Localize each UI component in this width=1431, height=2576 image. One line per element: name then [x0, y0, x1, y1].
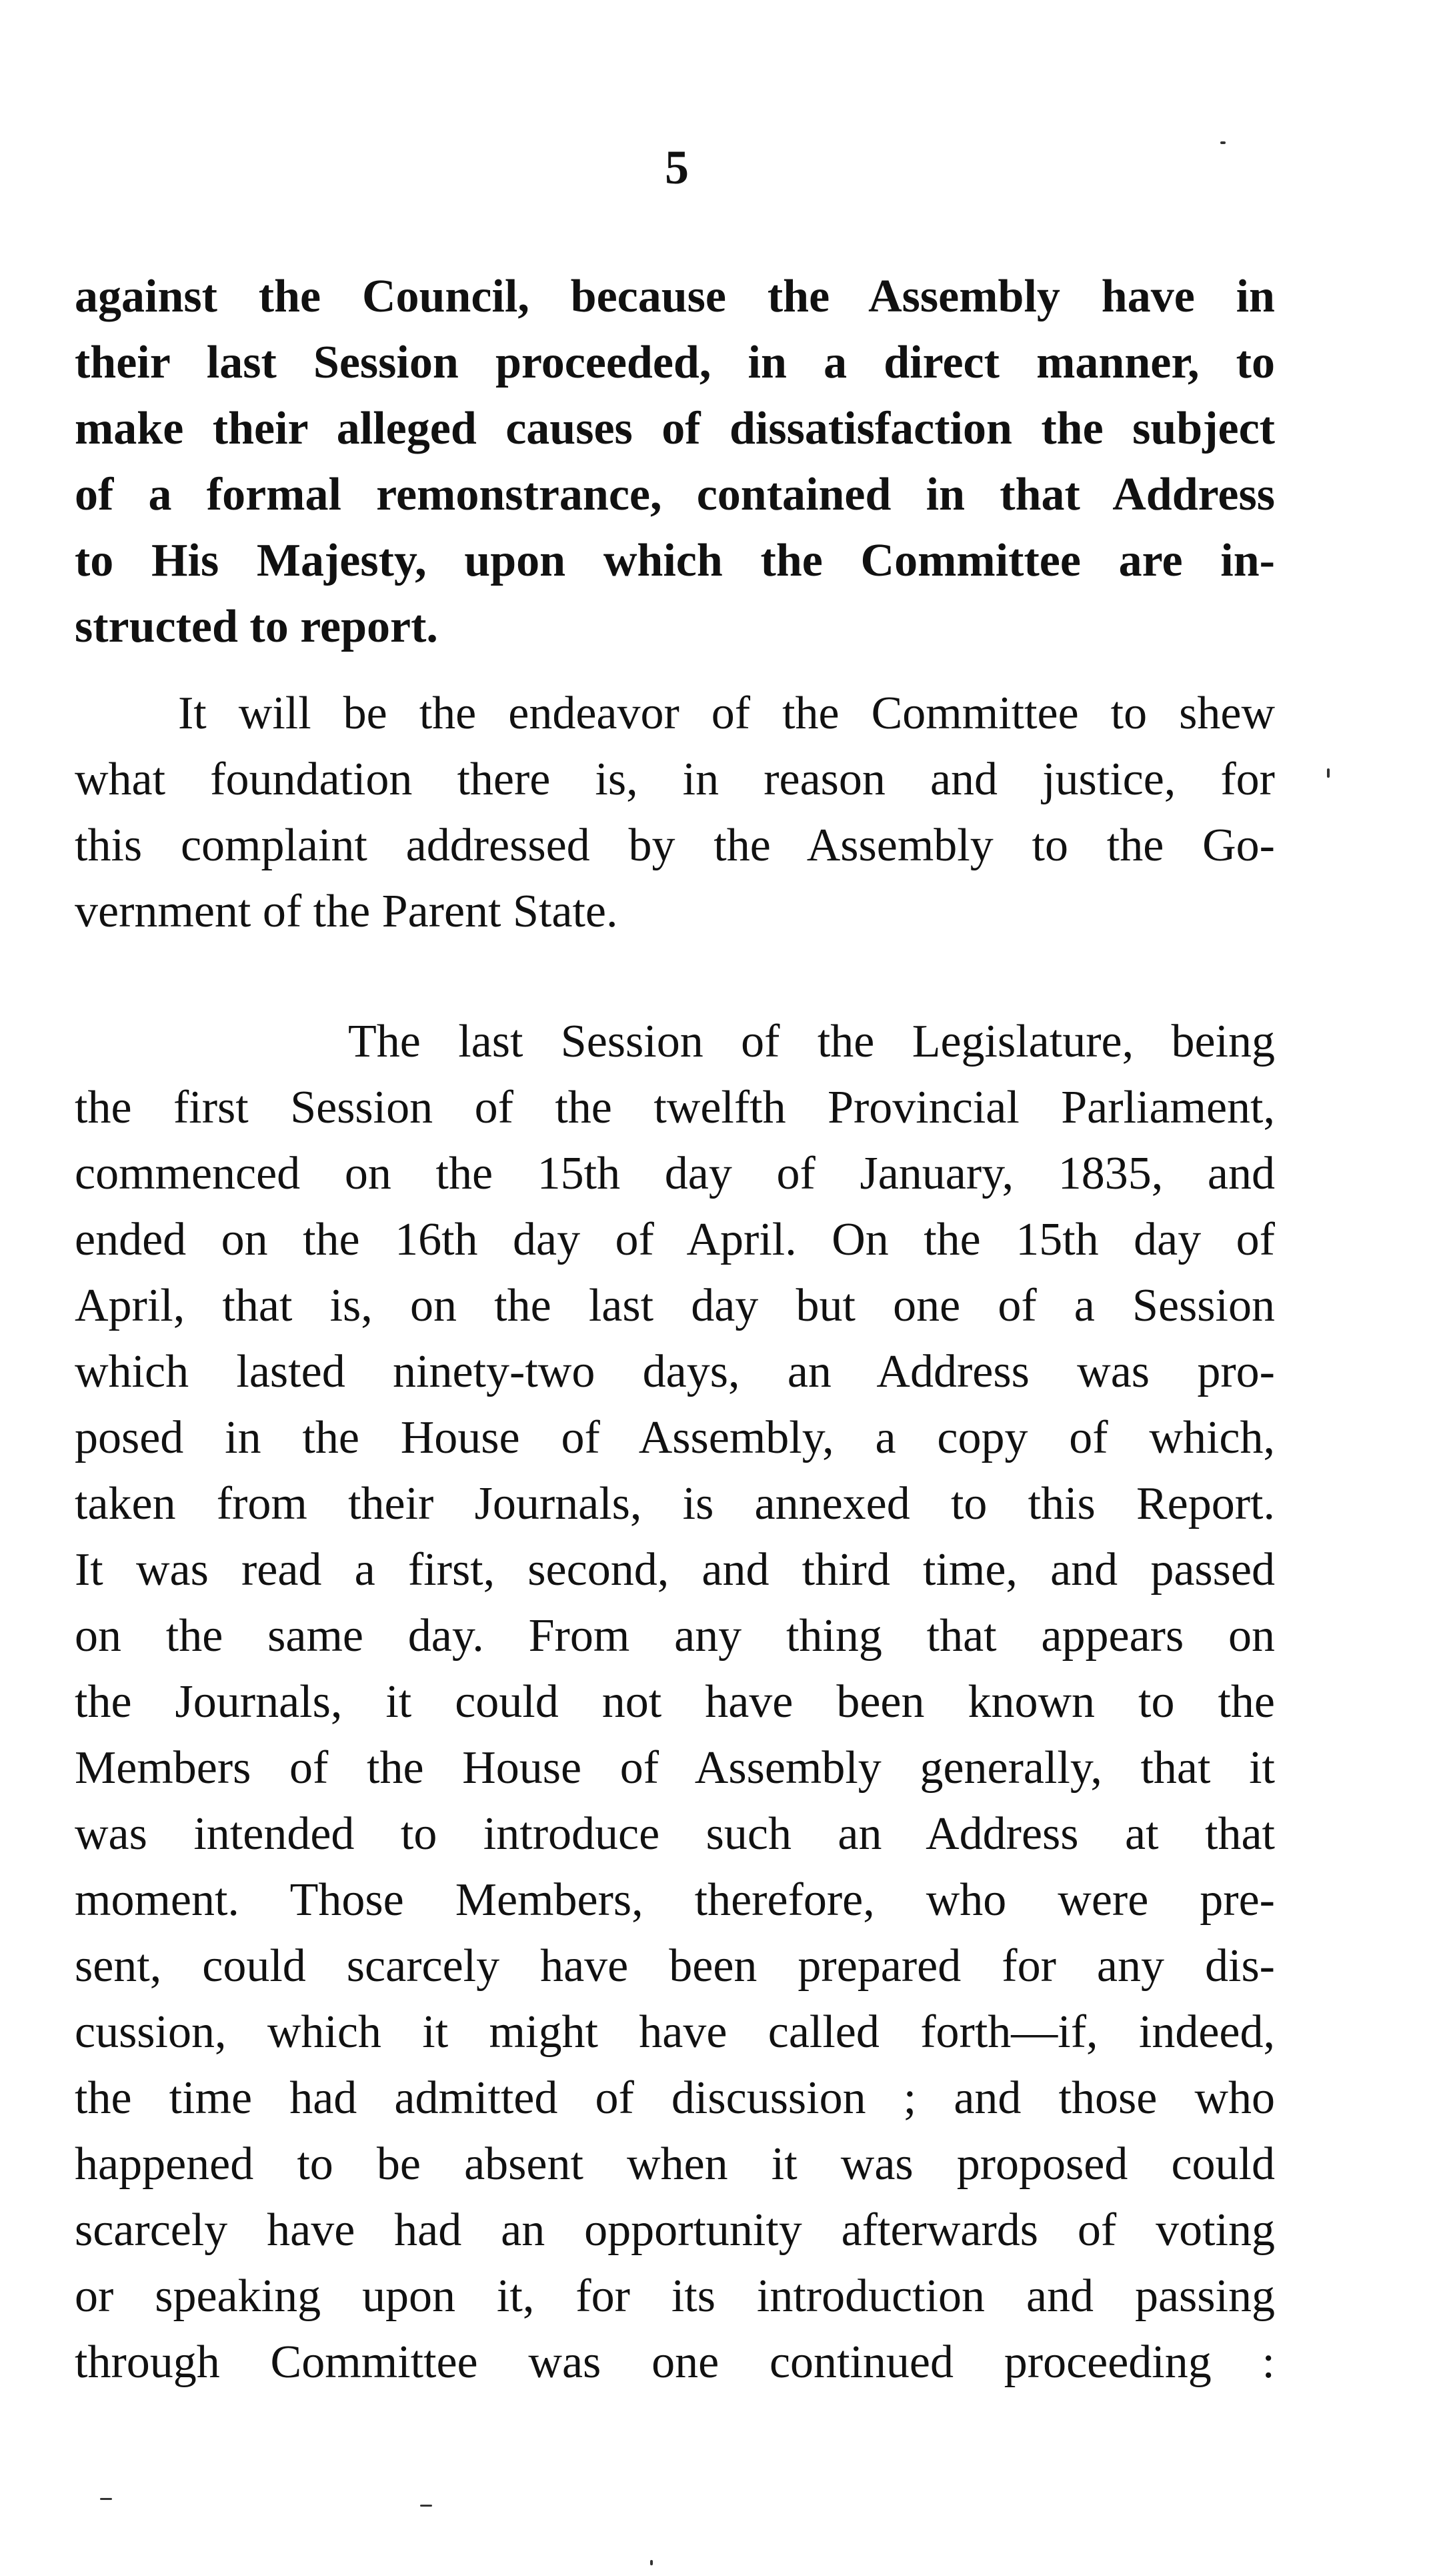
- text-line: to His Majesty, upon which the Committee are in-: [75, 535, 1275, 586]
- text-line: their last Session proceeded, in a direct manner, to: [75, 337, 1275, 388]
- paragraph-1: [75, 263, 1275, 660]
- text-line: It was read a first, second, and third time, and passed: [75, 1544, 1275, 1595]
- paragraph-3: [75, 1009, 1275, 2395]
- scan-speck: [650, 2560, 653, 2565]
- text-line: ended on the 16th day of April. On the 15th day of: [75, 1214, 1275, 1265]
- text-line: The last Session of the Legislature, being: [348, 1016, 1275, 1067]
- text-line: or speaking upon it, for its introduction and passing: [75, 2271, 1275, 2322]
- text-line: the time had admitted of discussion ; and those who: [75, 2072, 1275, 2124]
- text-line: scarcely have had an opportunity afterwards of voting: [75, 2204, 1275, 2256]
- text-line: Members of the House of Assembly generally, that it: [75, 1742, 1275, 1794]
- text-line: vernment of the Parent State.: [75, 886, 618, 937]
- text-line: happened to be absent when it was proposed could: [75, 2138, 1275, 2190]
- text-line: this complaint addressed by the Assembly to the Go-: [75, 820, 1275, 871]
- text-line: on the same day. From any thing that appears on: [75, 1610, 1275, 1662]
- text-line: make their alleged causes of dissatisfaction the subject: [75, 403, 1275, 454]
- text-line: the first Session of the twelfth Provincial Parliament,: [75, 1082, 1275, 1133]
- scan-speck: [420, 2505, 432, 2507]
- text-line: cussion, which it might have called forth—if, indeed,: [75, 2006, 1275, 2058]
- scan-speck: [1220, 141, 1226, 144]
- text-line: against the Council, because the Assembly have in: [75, 271, 1275, 322]
- text-line: what foundation there is, in reason and justice, for: [75, 754, 1275, 805]
- text-line: structed to report.: [75, 601, 438, 652]
- scan-speck: [1327, 768, 1330, 778]
- text-line: April, that is, on the last day but one of a Session: [75, 1280, 1275, 1331]
- text-line: through Committee was one continued proceeding :: [75, 2337, 1275, 2388]
- text-line: the Journals, it could not have been known to the: [75, 1676, 1275, 1728]
- text-line: posed in the House of Assembly, a copy of which,: [75, 1412, 1275, 1463]
- scan-speck: [100, 2498, 112, 2500]
- text-line: taken from their Journals, is annexed to this Report.: [75, 1478, 1275, 1529]
- text-line: of a formal remonstrance, contained in that Address: [75, 469, 1275, 520]
- page-number: 5: [665, 141, 689, 194]
- text-line: moment. Those Members, therefore, who were pre-: [75, 1874, 1275, 1926]
- text-line: sent, could scarcely have been prepared for any dis-: [75, 1940, 1275, 1992]
- text-line: which lasted ninety-two days, an Address was pro-: [75, 1346, 1275, 1397]
- paragraph-2: [75, 680, 1275, 944]
- text-line: commenced on the 15th day of January, 1835, and: [75, 1148, 1275, 1199]
- text-line: It will be the endeavor of the Committee to shew: [178, 688, 1275, 739]
- text-line: was intended to introduce such an Address at that: [75, 1808, 1275, 1860]
